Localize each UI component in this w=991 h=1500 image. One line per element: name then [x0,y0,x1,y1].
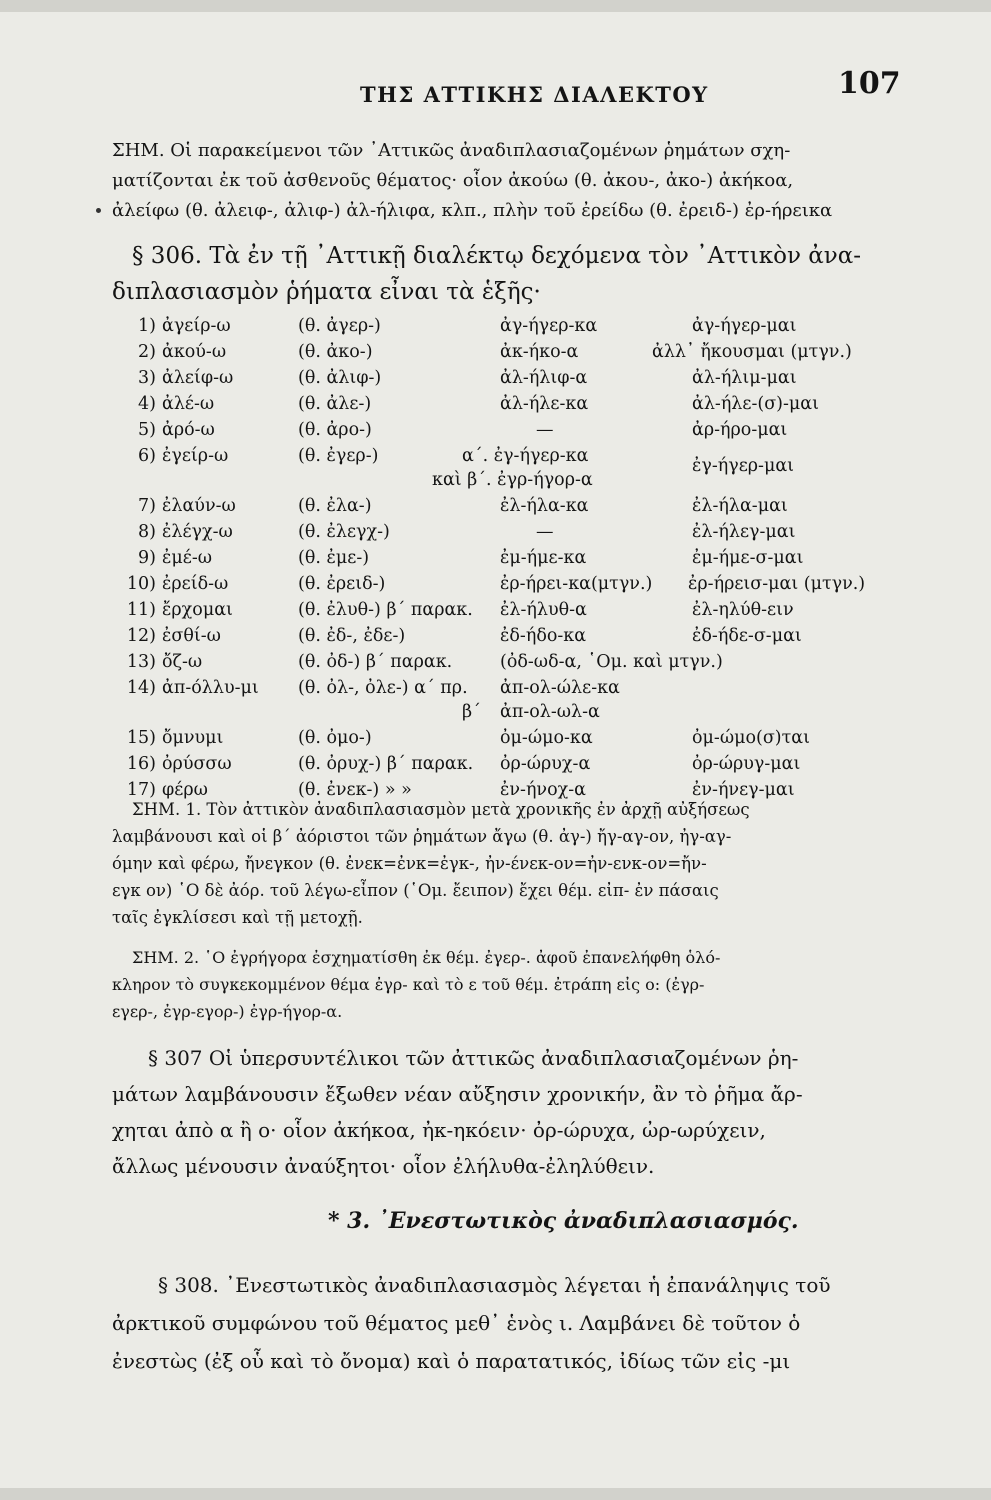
section-307-line: § 307 Οἱ ὑπερσυντέλικοι τῶν ἀττικῶς ἀναδιπλασιαζομένων ῥη- [148,1046,799,1070]
verb-stem: (θ. ἐρειδ-) [298,574,386,594]
verb-present: ἐρείδ-ω [162,574,229,594]
verb-row [112,548,892,574]
verb-row [112,316,892,342]
note-1-line: εγκ ον) ῾Ο δὲ ἀόρ. τοῦ λέγω-εἶπον (῾Ομ. ἔειπον) ἔχει θέμ. εἰπ- ἐν πάσαις [112,881,719,900]
subsection-heading: * 3. ᾿Ενεστωτικὸς ἀναδιπλασιασμός. [328,1208,799,1234]
verb-middle-perfect: ὀρ-ώρυγ-μαι [692,754,801,774]
verb-row [112,446,892,476]
verb-row [112,496,892,522]
verb-stem: β΄ [462,702,481,722]
verb-perfect: ἀπ-ολ-ωλ-α [500,702,600,722]
page-bottom-edge [0,1488,991,1500]
running-header-title: ΤΗΣ ΑΤΤΙΚΗΣ ΔΙΑΛΕΚΤΟΥ [360,82,709,107]
section-308 [112,1266,831,1380]
note-1-line: λαμβάνουσι καὶ οἱ β΄ ἀόριστοι τῶν ῥημάτων ἄγω (θ. ἀγ-) ἤγ-αγ-ον, ἠγ-αγ- [112,827,732,846]
verb-perfect: ἐλ-ήλυθ-α [500,600,587,620]
verb-middle-perfect: ἐλ-ηλύθ-ειν [692,600,794,620]
verb-perfect: ἐρ-ήρει-κα(μτγν.) [500,574,653,594]
verb-present: φέρω [162,780,208,800]
verb-present: ἀγείρ-ω [162,316,231,336]
verb-present: ἐλαύν-ω [162,496,236,516]
verb-stem: (θ. ἀγερ-) [298,316,381,336]
verb-stem: (θ. ἐλεγχ-) [298,522,390,542]
note-1 [112,796,750,931]
row-number: 4) [138,394,156,414]
section-307-line: χηται ἀπὸ α ἢ ο· οἷον ἀκήκοα, ἠκ-ηκόειν· ὀρ-ώρυχα, ὠρ-ωρύχειν, [112,1118,766,1142]
verb-middle-perfect: ἀλ-ήλιμ-μαι [692,368,797,388]
section-306-line: § 306. Τὰ ἐν τῇ ᾿Αττικῇ διαλέκτῳ δεχόμενα τὸν ᾿Αττικὸν ἀνα- [132,243,862,269]
section-308-line: ἐνεστὼς (ἐξ οὗ καὶ τὸ ὄνομα) καὶ ὁ παρατατικός, ἰδίως τῶν εἰς -μι [112,1349,791,1373]
verb-row [112,342,892,368]
note-2-line: ΣΗΜ. 2. ῾Ο ἐγρήγορα ἐσχηματίσθη ἐκ θέμ. ἐγερ-. ἀφοῦ ἐπανελήφθη ὁλό- [132,948,721,967]
verb-present: ὄμνυμι [162,728,224,748]
verb-stem: (θ. ἐδ-, ἐδε-) [298,626,406,646]
verb-middle-perfect: ἀγ-ήγερ-μαι [692,316,797,336]
verb-middle-perfect: ἐμ-ήμε-σ-μαι [692,548,804,568]
verb-stem: (θ. ἀλιφ-) [298,368,382,388]
verb-middle-perfect: ἀλ-ήλε-(σ)-μαι [692,394,819,414]
section-306 [112,238,862,310]
verb-stem: (θ. ἐνεκ-) » » [298,780,412,800]
verb-middle-perfect: ἐγ-ήγερ-μαι [692,456,795,476]
verb-stem: (θ. ὀρυχ-) β΄ παρακ. [298,754,474,774]
verb-present: ἐγείρ-ω [162,446,229,466]
verb-perfect: ὀμ-ώμο-κα [500,728,593,748]
section-308-line: ἀρκτικοῦ συμφώνου τοῦ θέματος μεθ᾽ ἑνὸς ι. Λαμβάνει δὲ τοῦτον ὁ [112,1311,801,1335]
verb-perfect: ἀλ-ήλιφ-α [500,368,588,388]
verb-perfect: (ὀδ-ωδ-α, ῾Ομ. καὶ μτγν.) [500,652,723,672]
section-308-line: § 308. ᾿Ενεστωτικὸς ἀναδιπλασιασμὸς λέγεται ἡ ἐπανάληψις τοῦ [158,1273,831,1297]
row-number: 15) [126,728,156,748]
verb-perfect: — [536,420,554,440]
verb-perfect: ἀκ-ήκο-α [500,342,579,362]
verb-present: ἀλείφ-ω [162,368,234,388]
row-number: 8) [138,522,156,542]
verb-stem: (θ. ὀδ-) β΄ παρακ. [298,652,453,672]
verb-stem: (θ. ἐλα-) [298,496,372,516]
note-intro [112,136,832,226]
row-number: 13) [126,652,156,672]
note-1-line: όμην καὶ φέρω, ἤνεγκον (θ. ἐνεκ=ἐνκ=ἐγκ-, ἠν-ένεκ-ον=ἠν-ενκ-ον=ἤν- [112,854,707,873]
note-intro-line: ἀλείφω (θ. ἀλειφ-, ἀλιφ-) ἀλ-ήλιφα, κλπ., πλὴν τοῦ ἐρείδω (θ. ἐρειδ-) ἐρ-ήρεικα [112,200,833,221]
row-number: 10) [126,574,156,594]
verb-perfect: ὀρ-ώρυχ-α [500,754,591,774]
row-number: 5) [138,420,156,440]
row-number: 1) [138,316,156,336]
section-307 [112,1040,803,1184]
section-307-line: μάτων λαμβάνουσιν ἔξωθεν νέαν αὔξησιν χρονικήν, ἂν τὸ ῥῆμα ἄρ- [112,1082,803,1106]
verb-perfect: ἐμ-ήμε-κα [500,548,587,568]
verb-stem: (θ. ἐγερ-) [298,446,379,466]
verb-perfect: ἀπ-ολ-ώλε-κα [500,678,620,698]
verb-present: ἐσθί-ω [162,626,221,646]
verb-perfect: ἐν-ήνοχ-α [500,780,586,800]
verb-row [112,470,892,496]
verb-row [112,574,892,600]
verb-perfect: — [536,522,554,542]
verb-present: ὀρύσσω [162,754,232,774]
verb-row [112,728,892,754]
verb-stem: (θ. ἐλυθ-) β΄ παρακ. [298,600,473,620]
verb-present: ἀπ-όλλυ-μι [162,678,259,698]
row-number: 6) [138,446,156,466]
verb-row [112,702,892,728]
note-2-line: κληρον τὸ συγκεκομμένον θέμα ἐγρ- καὶ τὸ ε τοῦ θέμ. ἐτράπη εἰς ο: (ἐγρ- [112,975,705,994]
verb-perfect: ἀλ-ήλε-κα [500,394,589,414]
margin-dot [96,208,101,213]
verb-present: ἀκού-ω [162,342,227,362]
verb-perfect: ἐλ-ήλα-κα [500,496,589,516]
verb-stem: (θ. ὀλ-, ὀλε-) α΄ πρ. [298,678,468,698]
verb-middle-perfect: ἐν-ήνεγ-μαι [692,780,795,800]
page-top-edge [0,0,991,12]
verb-middle-perfect: ἐδ-ήδε-σ-μαι [692,626,802,646]
verb-present: ἀρό-ω [162,420,215,440]
verb-present: ἐλέγχ-ω [162,522,233,542]
verb-perfect: α΄. ἐγ-ήγερ-κα [462,446,589,466]
verb-stem: (θ. ὀμο-) [298,728,372,748]
verb-perfect: καὶ β΄. ἐγρ-ήγορ-α [432,470,593,490]
verb-row [112,600,892,626]
verb-stem: (θ. ἀλε-) [298,394,372,414]
row-number: 7) [138,496,156,516]
note-intro-line: ΣΗΜ. Οἱ παρακείμενοι τῶν ᾿Αττικῶς ἀναδιπλασιαζομένων ῥημάτων σχη- [112,140,791,161]
verb-present: ὄζ-ω [162,652,203,672]
note-intro-line: ματίζονται ἐκ τοῦ ἀσθενοῦς θέματος· οἷον ἀκούω (θ. ἀκου-, ἀκο-) ἀκήκοα, [112,170,794,191]
page-number: 107 [838,66,901,101]
verb-row [112,626,892,652]
row-number: 9) [138,548,156,568]
verb-stem: (θ. ἀκο-) [298,342,373,362]
verb-stem: (θ. ἐμε-) [298,548,370,568]
row-number: 11) [126,600,156,620]
verb-present: ἔρχομαι [162,600,233,620]
verb-row [112,678,892,704]
verb-middle-perfect: ἀλλ᾽ ἤκουσμαι (μτγν.) [652,342,852,362]
verb-perfect: ἐδ-ήδο-κα [500,626,587,646]
note-1-line: ταῖς ἐγκλίσεσι καὶ τῇ μετοχῇ. [112,908,363,927]
verb-row [112,754,892,780]
note-2-line: εγερ-, ἐγρ-εγορ-) ἐγρ-ήγορ-α. [112,1002,343,1021]
verb-middle-perfect: ἐλ-ήλεγ-μαι [692,522,796,542]
verb-row [112,652,892,678]
verb-row [112,420,892,446]
verb-middle-perfect: ἐλ-ήλα-μαι [692,496,788,516]
row-number: 16) [126,754,156,774]
verb-present: ἐμέ-ω [162,548,213,568]
row-number: 14) [126,678,156,698]
verb-row [112,394,892,420]
verb-row [112,522,892,548]
verb-present: ἀλέ-ω [162,394,215,414]
verb-middle-perfect: ὀμ-ώμο(σ)ται [692,728,810,748]
verb-middle-perfect: ἀρ-ήρο-μαι [692,420,788,440]
note-1-line: ΣΗΜ. 1. Τὸν ἀττικὸν ἀναδιπλασιασμὸν μετὰ χρονικῆς ἐν ἀρχῇ αὐξήσεως [132,800,750,819]
section-307-line: ἄλλως μένουσιν ἀναύξητοι· οἷον ἐλήλυθα-ἐληλύθειν. [112,1154,655,1178]
verb-row [112,368,892,394]
row-number: 2) [138,342,156,362]
row-number: 12) [126,626,156,646]
verb-perfect: ἀγ-ήγερ-κα [500,316,598,336]
section-306-line: διπλασιασμὸν ῥήματα εἶναι τὰ ἑξῆς· [112,279,541,305]
note-2 [112,944,720,1025]
verb-middle-perfect: ἐρ-ήρεισ-μαι (μτγν.) [688,574,866,594]
row-number: 17) [126,780,156,800]
verb-stem: (θ. ἀρο-) [298,420,372,440]
row-number: 3) [138,368,156,388]
